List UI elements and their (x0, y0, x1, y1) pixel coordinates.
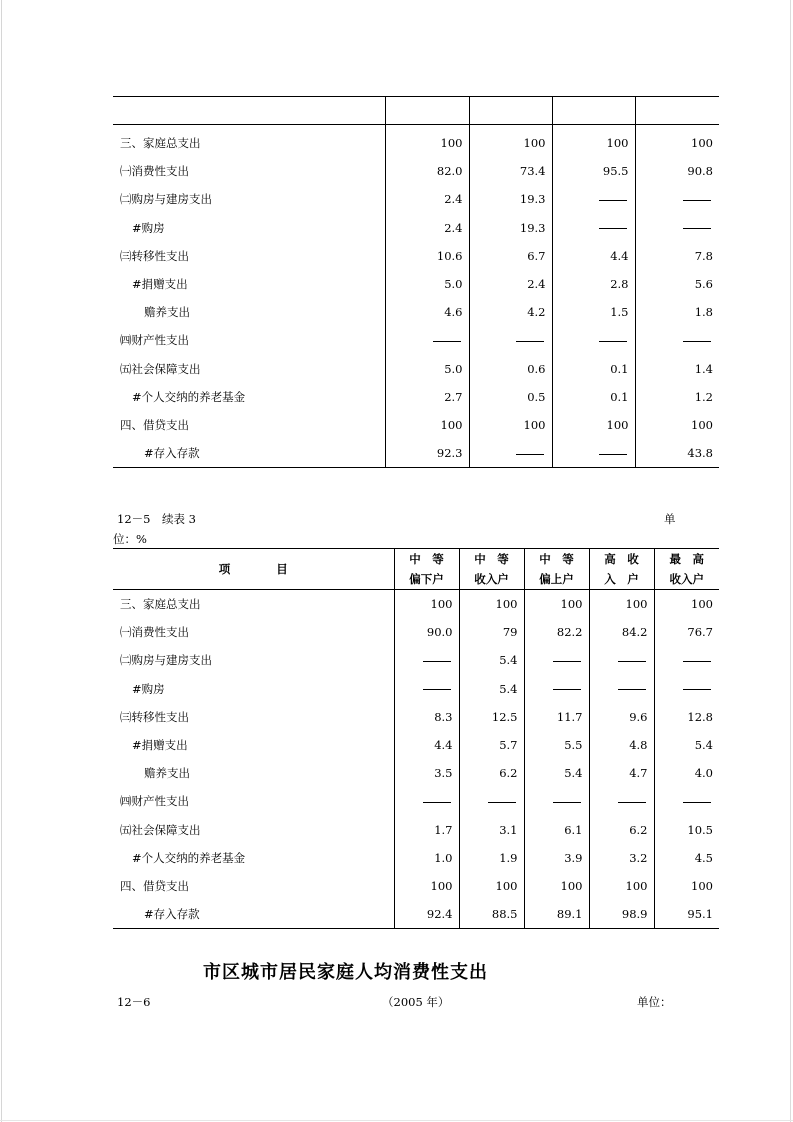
dash-mark (516, 454, 544, 455)
table-cell: 2.8 (552, 270, 635, 298)
header-line: 收入户 (669, 572, 704, 586)
table-cell: 43.8 (635, 439, 719, 468)
table-cell (459, 787, 524, 815)
table-row (113, 298, 719, 326)
table-cell (635, 214, 719, 242)
table-cell (524, 675, 589, 703)
table2-header-col (394, 549, 459, 590)
table-cell: 6.2 (459, 759, 524, 787)
table-cell: 100 (654, 590, 719, 619)
row-label: ㈢转移性支出 (120, 248, 189, 263)
row-label: #捐赠支出 (132, 738, 188, 753)
table-year: （2005 年） (382, 995, 450, 1009)
table-cell: 0.6 (469, 355, 552, 383)
table-cell (635, 326, 719, 354)
table-row (113, 439, 719, 468)
row-label: 赡养支出 (144, 305, 190, 320)
table-cell: 82.0 (385, 157, 469, 185)
table-row (113, 900, 719, 929)
table-cell: 4.8 (589, 731, 654, 759)
table-row (113, 214, 719, 242)
page-edge-bottom (0, 1120, 793, 1121)
table-caption: 12－5 续表 3 (117, 512, 196, 526)
dash-mark (618, 661, 646, 662)
row-label: #个人交纳的养老基金 (132, 389, 246, 404)
header-line: 中 等 (409, 552, 444, 566)
table-row (113, 787, 719, 815)
table2-header-col (654, 549, 719, 590)
table-cell: 98.9 (589, 900, 654, 929)
table-row (113, 646, 719, 674)
table-cell: 5.4 (459, 646, 524, 674)
table-cell: 5.0 (385, 270, 469, 298)
table-cell: 1.4 (635, 355, 719, 383)
table-cell (552, 185, 635, 213)
table-cell: 1.5 (552, 298, 635, 326)
table-cell (524, 787, 589, 815)
table-cell: 100 (469, 411, 552, 439)
table-cell: 1.7 (394, 816, 459, 844)
table-cell: 100 (552, 125, 635, 158)
dash-mark (423, 802, 451, 803)
row-label: ㈡购房与建房支出 (120, 653, 212, 668)
table-cell: 5.4 (459, 675, 524, 703)
row-label: ㈣财产性支出 (120, 333, 189, 348)
table-cell: 19.3 (469, 214, 552, 242)
table-cell (589, 787, 654, 815)
dash-mark (683, 661, 711, 662)
row-label: ㈤社会保障支出 (120, 822, 201, 837)
table-cell: 90.8 (635, 157, 719, 185)
table2-header-col (459, 549, 524, 590)
table-cell: 100 (459, 590, 524, 619)
dash-mark (683, 689, 711, 690)
table-cell: 92.4 (394, 900, 459, 929)
dash-mark (618, 689, 646, 690)
table2-header-row (113, 549, 719, 590)
header-line: 中 等 (539, 552, 574, 566)
table-cell: 4.6 (385, 298, 469, 326)
table-cell: 88.5 (459, 900, 524, 929)
table-cell: 12.8 (654, 703, 719, 731)
table-cell: 6.2 (589, 816, 654, 844)
dash-mark (599, 341, 627, 342)
table-cell: 1.8 (635, 298, 719, 326)
table-cell: 100 (469, 125, 552, 158)
table-cell (654, 675, 719, 703)
table-cell: 4.4 (394, 731, 459, 759)
table-cell: 4.4 (552, 242, 635, 270)
table-cell (469, 326, 552, 354)
table-number: 12－6 (117, 995, 151, 1009)
table-cell: 5.6 (635, 270, 719, 298)
table-cell: 73.4 (469, 157, 552, 185)
table-cell: 0.1 (552, 355, 635, 383)
header-line: 偏上户 (539, 572, 574, 586)
header-line: 偏下户 (409, 572, 444, 586)
table-row (113, 759, 719, 787)
table2-header-item (113, 549, 394, 590)
row-label: #个人交纳的养老基金 (132, 850, 246, 865)
page-edge-right (790, 0, 791, 1122)
table-cell: 7.8 (635, 242, 719, 270)
table1-header-cell (385, 97, 469, 125)
dash-mark (683, 341, 711, 342)
table-cell: 5.0 (385, 355, 469, 383)
row-label: #购房 (132, 681, 165, 696)
dash-mark (488, 802, 516, 803)
table-cell: 4.7 (589, 759, 654, 787)
row-label: ㈢转移性支出 (120, 709, 189, 724)
table-cell: 2.4 (469, 270, 552, 298)
table-cell (552, 214, 635, 242)
table-cell: 100 (589, 872, 654, 900)
row-label: ㈠消费性支出 (120, 625, 189, 640)
table-cell (394, 787, 459, 815)
table-cell: 3.9 (524, 844, 589, 872)
table-cell: 100 (524, 590, 589, 619)
table2-header-col (524, 549, 589, 590)
row-label: ㈤社会保障支出 (120, 361, 201, 376)
table-cell: 6.7 (469, 242, 552, 270)
table-cell: 95.1 (654, 900, 719, 929)
header-line: 收入户 (474, 572, 509, 586)
table-cell: 2.7 (385, 383, 469, 411)
table-cell: 0.5 (469, 383, 552, 411)
table-row (113, 185, 719, 213)
table-cell (469, 439, 552, 468)
table-cell: 100 (654, 872, 719, 900)
table-cell: 100 (524, 872, 589, 900)
row-label: 三、家庭总支出 (120, 136, 201, 151)
table-cell: 11.7 (524, 703, 589, 731)
table-cell: 4.2 (469, 298, 552, 326)
dash-mark (553, 661, 581, 662)
unit-label: 单位： (637, 995, 672, 1009)
dash-mark (599, 228, 627, 229)
table-cell: 8.3 (394, 703, 459, 731)
table-cell: 12.5 (459, 703, 524, 731)
dash-mark (599, 454, 627, 455)
table-cell: 89.1 (524, 900, 589, 929)
expenditure-table-part1 (113, 96, 719, 468)
dash-mark (423, 661, 451, 662)
table-cell (589, 646, 654, 674)
table-cell: 10.6 (385, 242, 469, 270)
table-cell (552, 439, 635, 468)
table-cell (524, 646, 589, 674)
table-row (113, 731, 719, 759)
dash-mark (618, 802, 646, 803)
table-row (113, 242, 719, 270)
header-line: 高 收 (604, 552, 639, 566)
table-cell: 4.0 (654, 759, 719, 787)
unit-label-start: 单 (664, 512, 676, 526)
table-cell: 4.5 (654, 844, 719, 872)
dash-mark (683, 228, 711, 229)
table-cell (589, 675, 654, 703)
dash-mark (423, 689, 451, 690)
table-cell: 2.4 (385, 185, 469, 213)
table-cell: 100 (385, 411, 469, 439)
dash-mark (433, 341, 461, 342)
dash-mark (599, 200, 627, 201)
table-cell: 0.1 (552, 383, 635, 411)
row-label: ㈡购房与建房支出 (120, 192, 212, 207)
table-cell: 84.2 (589, 618, 654, 646)
table-cell (552, 326, 635, 354)
unit-label-end: 位：% (113, 532, 147, 546)
table-row (113, 125, 719, 158)
table-cell: 6.1 (524, 816, 589, 844)
header-line: 入 户 (604, 572, 639, 586)
row-label: 四、借贷支出 (120, 417, 189, 432)
header-line: 最 高 (669, 552, 704, 566)
row-label: #购房 (132, 220, 165, 235)
table-row (113, 355, 719, 383)
table-cell: 95.5 (552, 157, 635, 185)
table1-header-cell (469, 97, 552, 125)
table-cell: 1.0 (394, 844, 459, 872)
table-cell: 82.2 (524, 618, 589, 646)
table-row (113, 816, 719, 844)
page-edge-left (1, 0, 2, 1122)
table-cell (654, 646, 719, 674)
table1-header-row (113, 97, 719, 125)
table-cell: 100 (589, 590, 654, 619)
table-cell: 2.4 (385, 214, 469, 242)
table-cell: 100 (394, 590, 459, 619)
table-cell: 10.5 (654, 816, 719, 844)
table1-header-cell (635, 97, 719, 125)
table-cell (635, 185, 719, 213)
table-cell (654, 787, 719, 815)
table-cell: 1.2 (635, 383, 719, 411)
table-row (113, 703, 719, 731)
table-row (113, 326, 719, 354)
table-row (113, 844, 719, 872)
table-cell: 1.9 (459, 844, 524, 872)
header-line: 中 等 (474, 552, 509, 566)
row-label: #捐赠支出 (132, 277, 188, 292)
table-cell (394, 675, 459, 703)
section-title: 市区城市居民家庭人均消费性支出 (203, 962, 488, 983)
table-cell: 100 (459, 872, 524, 900)
dash-mark (553, 689, 581, 690)
row-label: #存入存款 (113, 439, 385, 468)
table-row (113, 872, 719, 900)
table-cell (394, 646, 459, 674)
table-cell: 100 (635, 125, 719, 158)
table-row (113, 590, 719, 619)
row-label: ㈠消费性支出 (120, 164, 189, 179)
table-cell: 5.5 (524, 731, 589, 759)
table-cell: 90.0 (394, 618, 459, 646)
table-cell: 5.4 (524, 759, 589, 787)
row-label: 四、借贷支出 (120, 878, 189, 893)
table-cell: 100 (385, 125, 469, 158)
row-label: 三、家庭总支出 (120, 597, 201, 612)
table-row (113, 383, 719, 411)
row-label: ㈣财产性支出 (120, 794, 189, 809)
table1-header-cell (552, 97, 635, 125)
table-cell: 19.3 (469, 185, 552, 213)
table-row (113, 270, 719, 298)
table-cell: 100 (635, 411, 719, 439)
table-cell: 92.3 (385, 439, 469, 468)
table-row (113, 618, 719, 646)
expenditure-table-part2 (113, 548, 719, 929)
table-row (113, 675, 719, 703)
table2-header-col (589, 549, 654, 590)
table-cell: 3.1 (459, 816, 524, 844)
row-label: 赡养支出 (144, 766, 190, 781)
table-cell: 5.7 (459, 731, 524, 759)
table2-header-item-text: 项 目 (218, 562, 288, 576)
dash-mark (553, 802, 581, 803)
row-label: #存入存款 (113, 900, 394, 929)
table1-header-cell (113, 97, 385, 125)
table-cell (385, 326, 469, 354)
dash-mark (683, 200, 711, 201)
table-cell: 100 (394, 872, 459, 900)
table-cell: 100 (552, 411, 635, 439)
table-cell: 3.2 (589, 844, 654, 872)
table-row (113, 157, 719, 185)
table-cell: 3.5 (394, 759, 459, 787)
dash-mark (516, 341, 544, 342)
table-cell: 5.4 (654, 731, 719, 759)
dash-mark (683, 802, 711, 803)
table-row (113, 411, 719, 439)
table-cell: 76.7 (654, 618, 719, 646)
table-cell: 9.6 (589, 703, 654, 731)
table-cell: 79 (459, 618, 524, 646)
